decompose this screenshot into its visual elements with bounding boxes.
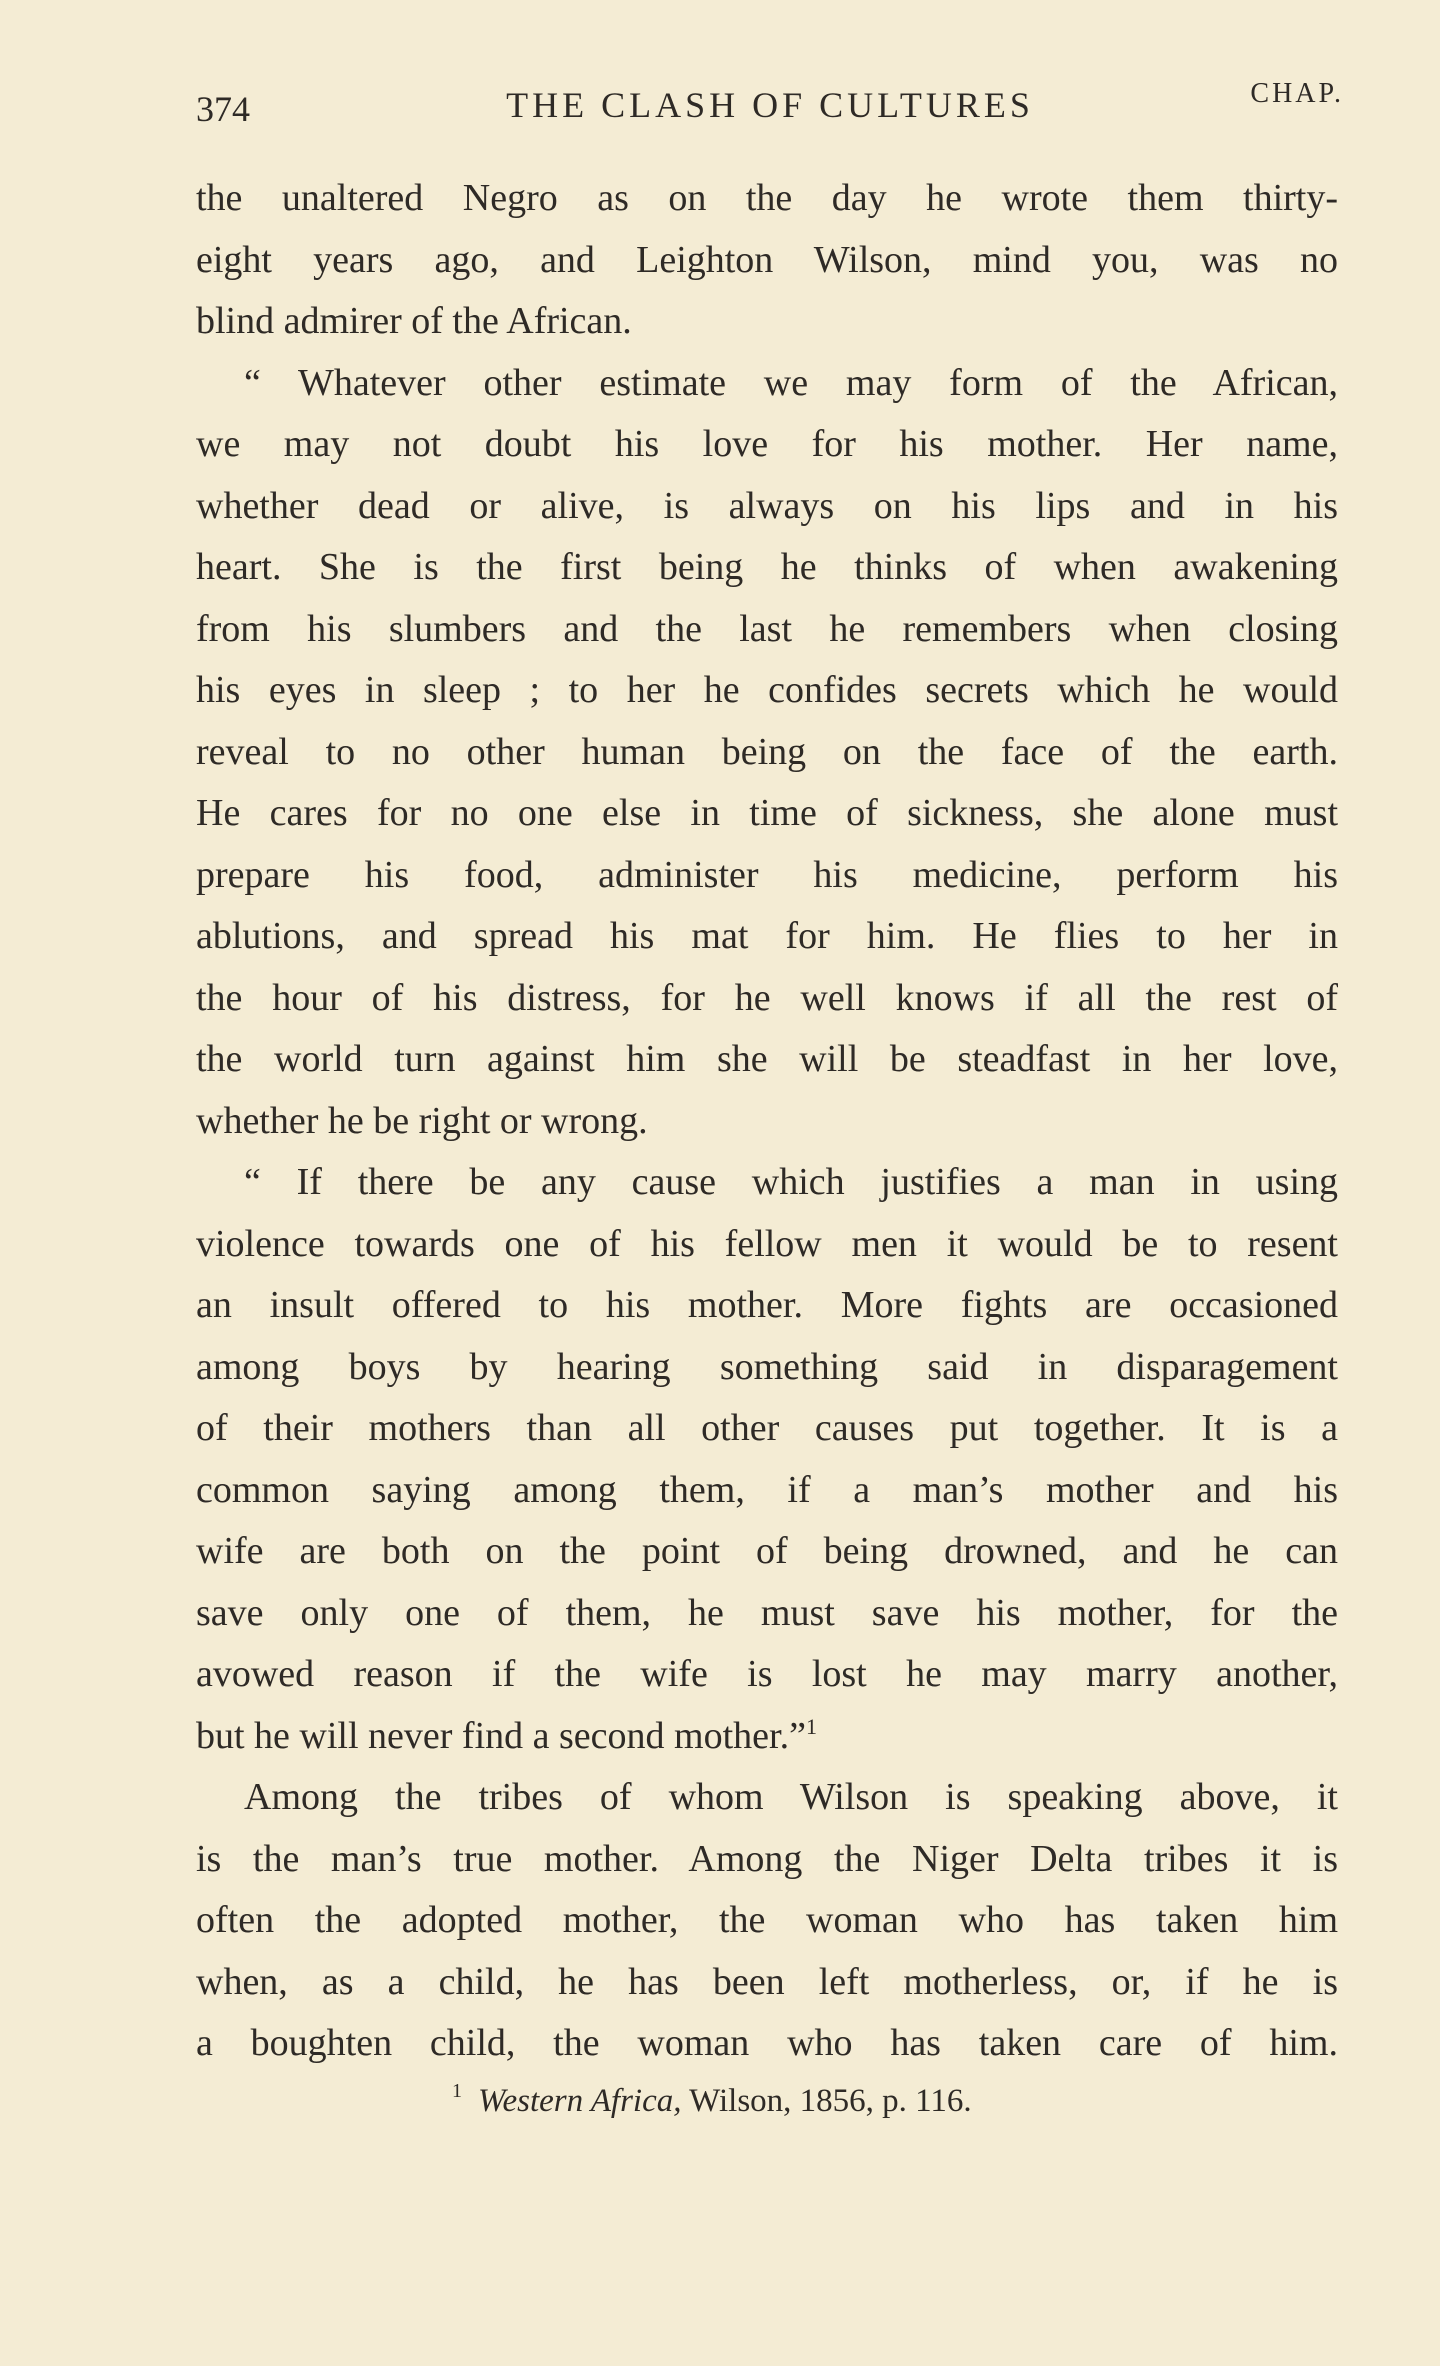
text-line: wife are both on the point of being drowned, and he can bbox=[196, 1530, 1338, 1572]
text-line: often the adopted mother, the woman who has taken him bbox=[196, 1899, 1338, 1941]
text-line: violence towards one of his fellow men it would be to resent bbox=[196, 1222, 1338, 1265]
text-line: whether dead or alive, is always on his lips and in his bbox=[196, 484, 1338, 527]
running-title: THE CLASH OF CULTURES bbox=[506, 85, 1034, 125]
text-line: prepare his food, administer his medicine, perform his bbox=[196, 853, 1338, 896]
text-line: among boys by hearing something said in disparagement bbox=[196, 1345, 1338, 1388]
text-line: is the man’s true mother. Among the Niger Delta tribes it is bbox=[196, 1837, 1338, 1880]
running-header bbox=[196, 78, 1344, 136]
text-line: heart. She is the first being he thinks of when awakening bbox=[196, 546, 1338, 588]
text-line: reveal to no other human being on the face of the earth. bbox=[196, 730, 1338, 773]
text-line: we may not doubt his love for his mother. Her name, bbox=[196, 423, 1338, 465]
text-line-with-footnote bbox=[196, 1706, 1338, 1768]
text-line: from his slumbers and the last he remembers when closing bbox=[196, 607, 1338, 650]
text-line: the world turn against him she will be steadfast in her love, bbox=[196, 1038, 1338, 1080]
text-line: Among the tribes of whom Wilson is speaking above, it bbox=[244, 1776, 1338, 1818]
text-line: save only one of them, he must save his mother, for the bbox=[196, 1591, 1338, 1634]
text-line: a boughten child, the woman who has taken care of him. bbox=[196, 2022, 1338, 2064]
text-line: his eyes in sleep ; to her he confides secrets which he would bbox=[196, 669, 1338, 711]
body-text bbox=[196, 168, 1338, 2075]
text-line: ablutions, and spread his mat for him. He flies to her in bbox=[196, 915, 1338, 957]
page-number: 374 bbox=[196, 89, 250, 129]
footnote-source-title: Western Africa, bbox=[478, 2083, 682, 2119]
text-line: common saying among them, if a man’s mother and his bbox=[196, 1468, 1338, 1511]
text-line: avowed reason if the wife is lost he may marry another, bbox=[196, 1653, 1338, 1695]
text-line: the unaltered Negro as on the day he wrote them thirty- bbox=[196, 177, 1338, 219]
text-line: “ If there be any cause which justifies a man in using bbox=[244, 1161, 1338, 1203]
footnote bbox=[452, 2080, 972, 2120]
text-line: blind admirer of the African. bbox=[196, 300, 632, 342]
text-line: He cares for no one else in time of sickness, she alone must bbox=[196, 792, 1338, 834]
text-line: the hour of his distress, for he well knows if all the rest of bbox=[196, 976, 1338, 1019]
footnote-citation: Wilson, 1856, p. 116. bbox=[681, 2083, 972, 2119]
text-line: “ Whatever other estimate we may form of the African, bbox=[244, 361, 1338, 404]
text-line: eight years ago, and Leighton Wilson, mind you, was no bbox=[196, 238, 1338, 281]
text-line: of their mothers than all other causes put together. It is a bbox=[196, 1407, 1338, 1449]
text-line: an insult offered to his mother. More fights are occasioned bbox=[196, 1284, 1338, 1326]
chapter-abbrev: CHAP. bbox=[1250, 78, 1344, 109]
text-line: but he will never find a second mother.” bbox=[196, 1714, 806, 1757]
footnote-marker: 1 bbox=[452, 2080, 462, 2102]
footnote-reference: 1 bbox=[805, 1713, 817, 1739]
text-line: when, as a child, he has been left motherless, or, if he is bbox=[196, 1960, 1338, 2003]
text-line: whether he be right or wrong. bbox=[196, 1099, 648, 1142]
